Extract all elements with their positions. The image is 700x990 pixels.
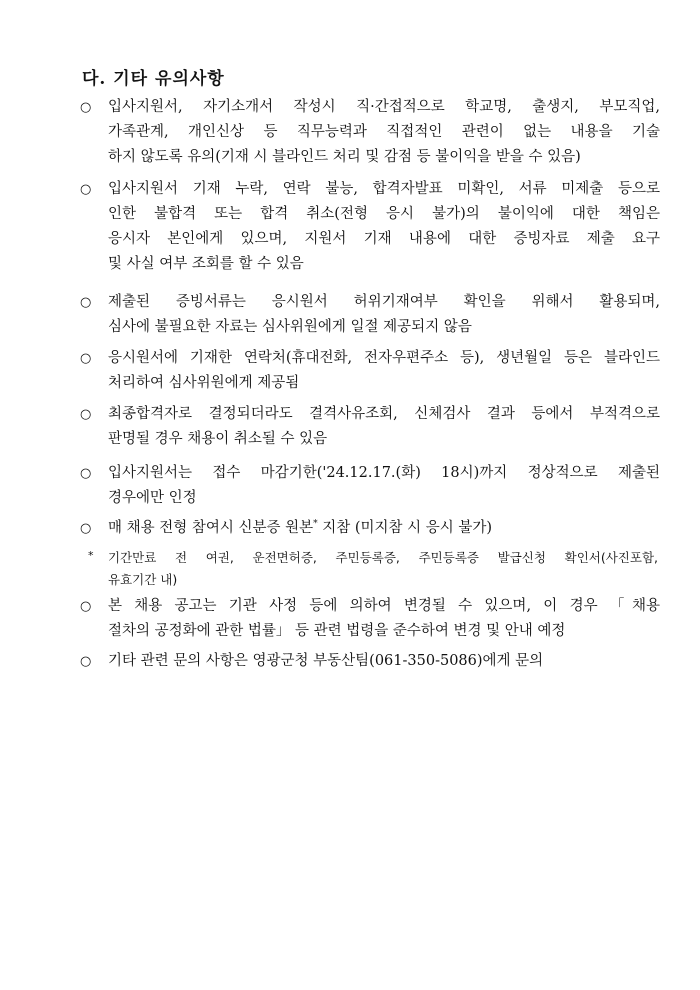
item-line: 심사에 불필요한 자료는 심사위원에게 일절 제공되지 않음 xyxy=(108,319,472,335)
item-line: 응시자 본인에게 있으며, 지원서 기재 내용에 대한 증빙자료 제출 요구 xyxy=(108,231,660,247)
bullet-circle-icon: ○ xyxy=(80,182,92,197)
footnote xyxy=(88,547,658,591)
notice-item xyxy=(80,177,660,277)
notice-item xyxy=(80,461,660,511)
item-line: 기타 관련 문의 사항은 영광군청 부동산팀(061-350-5086)에게 문의 xyxy=(108,653,544,669)
bullet-circle-icon: ○ xyxy=(80,295,92,310)
item-line: 판명될 경우 채용이 취소될 수 있음 xyxy=(108,431,328,447)
item-line: 최종합격자로 결정되더라도 결격사유조회, 신체검사 결과 등에서 부적격으로 xyxy=(108,406,660,422)
item-line: 본 채용 공고는 기관 사정 등에 의하여 변경될 수 있으며, 이 경우 「채용 xyxy=(108,598,660,614)
item-line: 가족관계, 개인신상 등 직무능력과 직접적인 관련이 없는 내용을 기술 xyxy=(108,124,660,140)
item-line: 처리하여 심사위원에게 제공됨 xyxy=(108,375,300,391)
item-line: 제출된 증빙서류는 응시원서 허위기재여부 확인을 위해서 활용되며, xyxy=(108,294,660,310)
footnote-mark: * xyxy=(88,549,94,562)
notice-item xyxy=(80,346,660,396)
bullet-circle-icon: ○ xyxy=(80,466,92,481)
bullet-circle-icon: ○ xyxy=(80,521,92,536)
footnote-marker: * xyxy=(313,519,318,530)
item-line: 입사지원서 기재 누락, 연락 불능, 합격자발표 미확인, 서류 미제출 등으로 xyxy=(108,181,660,197)
item-line: 응시원서에 기재한 연락처(휴대전화, 전자우편주소 등), 생년월일 등은 블라인드 xyxy=(108,350,660,366)
bullet-circle-icon: ○ xyxy=(80,351,92,366)
item-line: 입사지원서는 접수 마감기한('24.12.17.(화) 18시)까지 정상적으로 제출된 xyxy=(108,465,660,481)
notice-item xyxy=(80,516,660,541)
item-line: 하지 않도록 유의(기재 시 블라인드 처리 및 감점 등 불이익을 받을 수 있음) xyxy=(108,149,581,165)
notice-item xyxy=(80,95,660,170)
bullet-circle-icon: ○ xyxy=(80,407,92,422)
bullet-circle-icon: ○ xyxy=(80,599,92,614)
item-text: 지참 (미지참 시 응시 불가) xyxy=(317,520,493,536)
item-line: 및 사실 여부 조회를 할 수 있음 xyxy=(108,256,304,272)
item-line: 인한 불합격 또는 합격 취소(전형 응시 불가)의 불이익에 대한 책임은 xyxy=(108,206,660,222)
notice-item xyxy=(80,649,660,674)
item-text: 매 채용 전형 참여시 신분증 원본 xyxy=(108,520,314,536)
item-line: 절차의 공정화에 관한 법률」 등 관련 법령을 준수하여 변경 및 안내 예정 xyxy=(108,623,566,639)
item-line xyxy=(80,516,660,541)
notice-item xyxy=(80,594,660,644)
footnote-line: 유효기간 내) xyxy=(108,572,178,587)
notice-item xyxy=(80,290,660,340)
item-line: 경우에만 인정 xyxy=(108,490,197,506)
section-title: 다. 기타 유의사항 xyxy=(82,69,225,89)
bullet-circle-icon: ○ xyxy=(80,654,92,669)
footnote-line: 기간만료 전 여권, 운전면허증, 주민등록증, 주민등록증 발급신청 확인서(사진포함, xyxy=(108,550,658,565)
item-line: 입사지원서, 자기소개서 작성시 직·간접적으로 학교명, 출생지, 부모직업, xyxy=(108,99,660,115)
notice-item xyxy=(80,402,660,452)
bullet-circle-icon: ○ xyxy=(80,100,92,115)
